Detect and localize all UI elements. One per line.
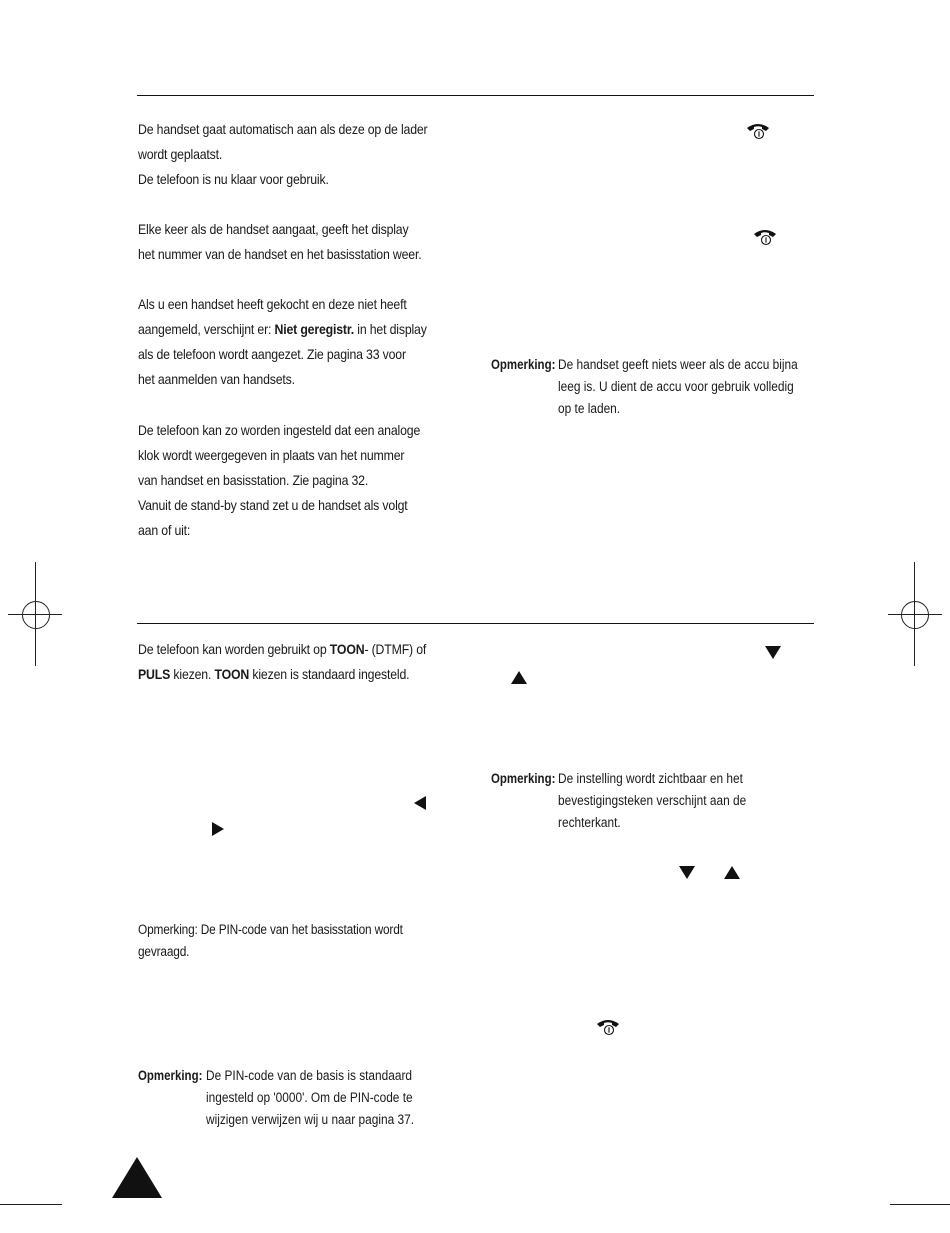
s2-p1-line2 xyxy=(138,662,409,687)
phone-end-icon xyxy=(746,122,770,140)
s2-note-bottom-label: Opmerking: xyxy=(138,1068,203,1083)
s1-p3-line2-before: aangemeld, verschijnt er: xyxy=(138,321,275,337)
crop-mark-bottom-left xyxy=(0,1204,62,1205)
s2-p1-a: De telefoon kan worden gebruikt op xyxy=(138,641,330,657)
s2-note-bottom-line1: De PIN-code van de basis is standaard xyxy=(206,1068,413,1083)
s1-p3-line4: het aanmelden van handsets. xyxy=(138,371,295,387)
s1-p2-line2: het nummer van de handset en het basisstation weer. xyxy=(138,246,422,262)
crop-mark-left-circle xyxy=(22,601,50,629)
s2-p1-e: kiezen. xyxy=(170,666,215,682)
section-top-rule xyxy=(137,95,814,96)
s1-p2-line1: Elke keer als de handset aangaat, geeft het display xyxy=(138,221,409,237)
s1-p4-line2: klok wordt weergegeven in plaats van het nummer xyxy=(138,447,405,463)
s1-p4-line4: Vanuit de stand-by stand zet u de handset als volgt xyxy=(138,497,408,513)
s1-p1-line2: wordt geplaatst. xyxy=(138,146,223,162)
crop-mark-right-circle xyxy=(901,601,929,629)
s2-note-bottom-line3: wijzigen verwijzen wij u naar pagina 37. xyxy=(206,1112,415,1127)
s2-p1-puls: PULS xyxy=(138,666,171,682)
s1-p1-line1: De handset gaat automatisch aan als deze op de lader xyxy=(138,121,428,137)
s1-p3-line3: als de telefoon wordt aangezet. Zie pagina 33 voor xyxy=(138,346,406,362)
s1-p3-line2-after: in het display xyxy=(354,321,427,337)
s1-p1-line3: De telefoon is nu klaar voor gebruik. xyxy=(138,171,329,187)
s2-note-right-line1: De instelling wordt zichtbaar en het xyxy=(558,771,743,786)
s1-p3-line2 xyxy=(138,317,427,342)
s1-note-label: Opmerking: xyxy=(491,357,556,372)
arrow-down-icon xyxy=(764,644,782,660)
s2-p1-toon2: TOON xyxy=(214,666,250,682)
s2-note-right-line2: bevestigingsteken verschijnt aan de xyxy=(558,793,747,808)
s2-note-plain-line1: Opmerking: De PIN-code van het basisstation wordt xyxy=(138,922,403,937)
s1-p4-line1: De telefoon kan zo worden ingesteld dat een analoge xyxy=(138,422,421,438)
s2-note-bottom-line2: ingesteld op '0000'. Om de PIN-code te xyxy=(206,1090,413,1105)
s2-p1-toon: TOON xyxy=(329,641,365,657)
s2-note-right-label: Opmerking: xyxy=(491,771,556,786)
phone-end-icon xyxy=(596,1018,620,1036)
s1-note-line1: De handset geeft niets weer als de accu bijna xyxy=(558,357,798,372)
arrow-down-icon xyxy=(678,864,696,880)
s2-p1-line1 xyxy=(138,637,426,662)
s1-p3-line1: Als u een handset heeft gekocht en deze niet heeft xyxy=(138,296,407,312)
s2-p1-c: - (DTMF) of xyxy=(364,641,427,657)
section-middle-rule xyxy=(137,623,814,624)
s1-p4-line5: aan of uit: xyxy=(138,522,191,538)
arrow-left-icon xyxy=(412,795,428,811)
arrow-up-icon xyxy=(510,669,528,685)
display-message-niet-geregistr: Niet geregistr. xyxy=(274,321,355,337)
crop-mark-bottom-right xyxy=(890,1204,950,1205)
s2-note-plain-line2: gevraagd. xyxy=(138,944,190,959)
page-corner-triangle-icon xyxy=(111,1155,163,1199)
s1-note-line3: op te laden. xyxy=(558,401,621,416)
s2-note-right-line3: rechterkant. xyxy=(558,815,621,830)
arrow-right-icon xyxy=(210,821,226,837)
s2-p1-g: kiezen is standaard ingesteld. xyxy=(249,666,410,682)
arrow-up-icon xyxy=(723,864,741,880)
s1-note-line2: leeg is. U dient de accu voor gebruik volledig xyxy=(558,379,794,394)
s1-p4-line3: van handset en basisstation. Zie pagina 32. xyxy=(138,472,369,488)
phone-end-icon xyxy=(753,228,777,246)
